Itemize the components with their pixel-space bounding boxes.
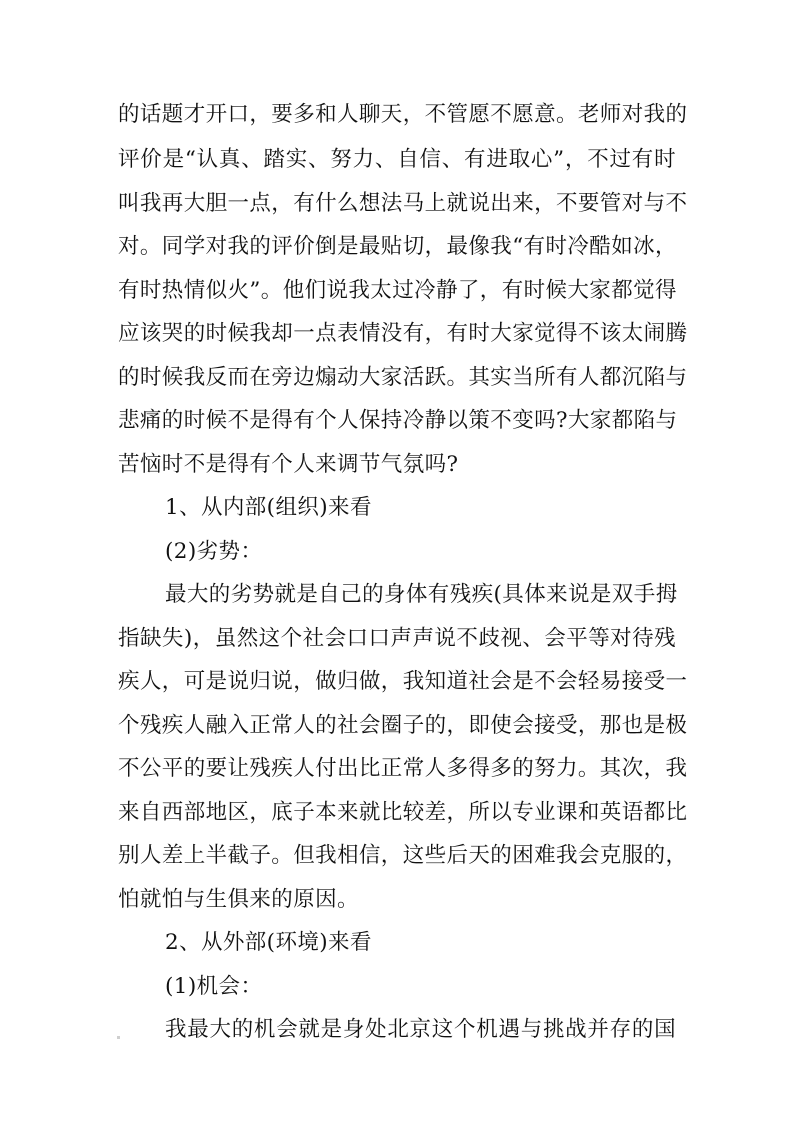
body-text-line: 怕就怕与生俱来的原因。 <box>118 887 359 912</box>
body-text-line: 疾人，可是说归说，做归做，我知道社会是不会轻易接受一 <box>118 669 688 694</box>
body-text-line: 最大的劣势就是自己的身体有残疾(具体来说是双手拇 <box>165 582 678 607</box>
body-text-line: 不公平的要让残疾人付出比正常人多得多的努力。其次，我 <box>118 756 688 781</box>
body-text-line: 悲痛的时候不是得有个人保持冷静以策不变吗?大家都陷与 <box>118 408 678 433</box>
body-text-line: 指缺失)，虽然这个社会口口声声说不歧视、会平等对待残 <box>118 626 676 651</box>
body-text-line: 苦恼时不是得有个人来调节气氛吗? <box>118 452 459 477</box>
body-text-line: 应该哭的时候我却一点表情没有，有时大家觉得不该太闹腾 <box>118 321 688 346</box>
subsection-heading: (2)劣势： <box>165 539 263 564</box>
section-heading: 2、从外部(环境)来看 <box>165 930 372 955</box>
page-corner-mark <box>117 1036 120 1039</box>
body-text-line: 来自西部地区，底子本来就比较差，所以专业课和英语都比 <box>118 800 688 825</box>
body-text-line: 评价是“认真、踏实、努力、自信、有进取心”，不过有时 <box>118 147 676 172</box>
body-text-line: 的话题才开口，要多和人聊天，不管愿不愿意。老师对我的 <box>118 102 688 127</box>
body-text-line: 叫我再大胆一点，有什么想法马上就说出来，不要管对与不 <box>118 191 688 216</box>
body-text-line: 有时热情似火”。他们说我太过冷静了，有时候大家都觉得 <box>118 278 677 303</box>
body-text-line: 对。同学对我的评价倒是最贴切，最像我“有时冷酷如冰， <box>118 234 677 259</box>
body-text-line: 个残疾人融入正常人的社会圈子的，即使会接受，那也是极 <box>118 713 688 738</box>
section-heading: 1、从内部(组织)来看 <box>165 495 372 520</box>
body-text-line: 别人差上半截子。但我相信，这些后天的困难我会克服的， <box>118 843 688 868</box>
body-text-line: 的时候我反而在旁边煽动大家活跃。其实当所有人都沉陷与 <box>118 365 688 390</box>
body-text-line: 我最大的机会就是身处北京这个机遇与挑战并存的国 <box>165 1017 676 1042</box>
subsection-heading: (1)机会： <box>165 974 263 999</box>
